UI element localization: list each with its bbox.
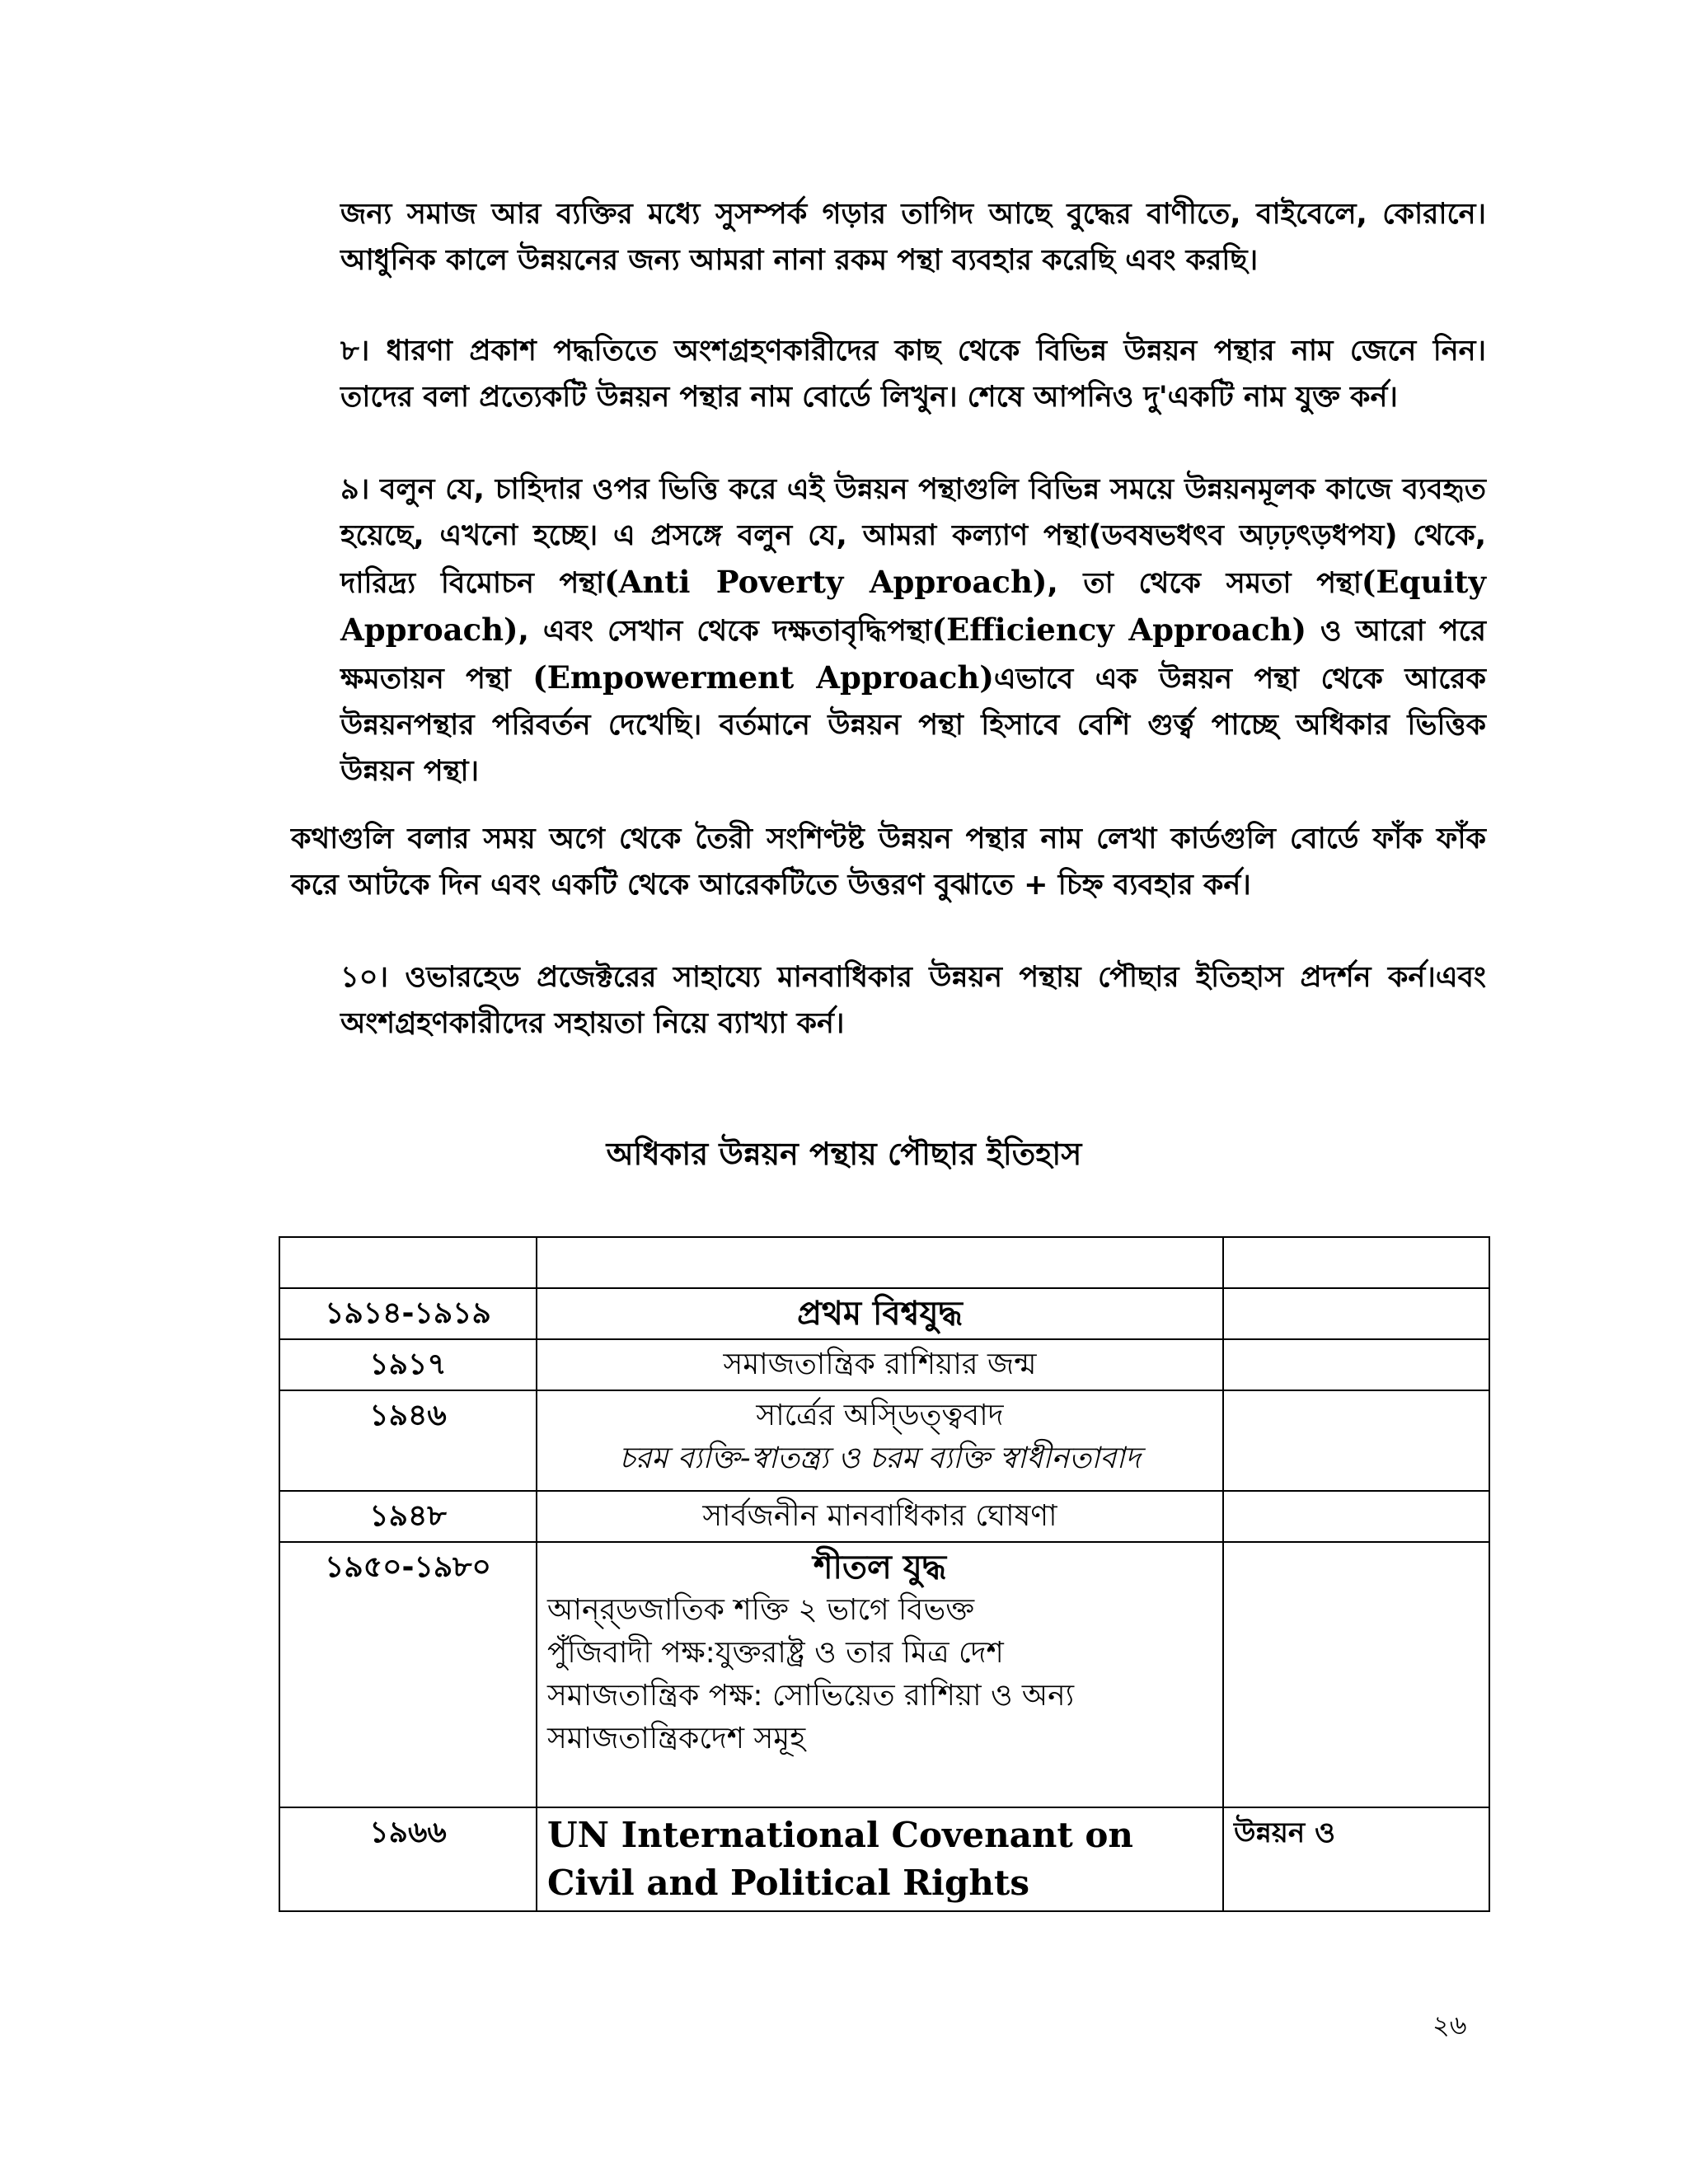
table-row-empty (279, 1237, 1489, 1288)
paragraph-step-9 (340, 466, 1486, 794)
event-line: Civil and Political Rights (547, 1863, 1029, 1903)
note-cell (1223, 1339, 1489, 1390)
step-9-text-a: ৯। বলুন যে, চাহিদার ওপর ভিত্তি করে এই উন্নয়ন পন্থাগুলি বিভিন্ন সময়ে উন্নয়নমূলক কাজে ব্যবহৃত হয়েছে, এখনো হচ্ছে। এ প্রসঙ্গে বলুন যে, আমরা কল্যাণ পন্থা(ডবষভধৎব অঢ়ঢ়ৎড়ধপয) থেকে, দারিদ্র্য বিমোচন পন্থা (340, 473, 1486, 600)
year-cell: ১৯৪৮ (279, 1491, 537, 1542)
step-9-text-e: , এবং সেখান থেকে দক্ষতাবৃদ্ধিপন্থা (518, 615, 932, 648)
event-cell (537, 1807, 1223, 1911)
section-heading: অধিকার উন্নয়ন পন্থায় পৌছার ইতিহাস (606, 1136, 1082, 1172)
paragraph-step-8: ৮। ধারণা প্রকাশ পদ্ধতিতে অংশগ্রহণকারীদের কাছ থেকে বিভিন্ন উন্নয়ন পন্থার নাম জেনে নিন। তাদের বলা প্রত্যেকটি উন্নয়ন পন্থার নাম বোর্ডে লিখুন। শেষে আপনিও দু'একটি নাম যুক্ত কর্ন। (340, 335, 1486, 414)
note-cell (1223, 1542, 1489, 1807)
table-cell (537, 1237, 1223, 1288)
paragraph-step-10: ১০। ওভারহেড প্রজেক্টরের সাহায্যে মানবাধিকার উন্নয়ন পন্থায় পৌছার ইতিহাস প্রদর্শন কর্ন।এবং অংশগ্রহণকারীদের সহায়তা নিয়ে ব্যাখ্যা কর্ন। (340, 961, 1486, 1040)
step-9-text-g: ও আরো পরে ক্ষমতায়ন পন্থা (340, 615, 1486, 696)
table-row (279, 1288, 1489, 1339)
table-row (279, 1491, 1489, 1542)
event-line: সমাজতান্ত্রিকদেশ সমূহ (547, 1722, 806, 1755)
event-cell: প্রথম বিশ্বযুদ্ধ (537, 1288, 1223, 1339)
event-cell (537, 1390, 1223, 1491)
note-cell: উন্নয়ন ও (1223, 1807, 1489, 1911)
step-9-text-i: এভাবে এক উন্নয়ন পন্থা থেকে আরেক উন্নয়নপন্থার পরিবর্তন দেখেছি। বর্তমানে উন্নয়ন পন্থা হিসাবে বেশি গুর্ত্ব পাচ্ছে অধিকার ভিত্তিক উন্নয়ন পন্থা। (340, 663, 1486, 788)
table-cell (1223, 1237, 1489, 1288)
page-number: ২৬ (1432, 2009, 1467, 2041)
note-cell (1223, 1491, 1489, 1542)
event-line: সমাজতান্ত্রিক পক্ষ: সোভিয়েত রাশিয়া ও অন্য (547, 1679, 1075, 1713)
event-line: সার্ত্রের অস্ডিত্ত্ববাদ (756, 1399, 1004, 1432)
note-cell (1223, 1390, 1489, 1491)
paragraph-cards-instruction: কথাগুলি বলার সময় অগে থেকে তৈরী সংশিণ্টষ্ট উন্নয়ন পন্থার নাম লেখা কার্ডগুলি বোর্ডে ফাঁক ফাঁক করে আটকে দিন এবং একটি থেকে আরেকটিতে উত্তরণ বুঝাতে + চিহ্ন ব্যবহার কর্ন। (291, 823, 1486, 902)
event-cell: সার্বজনীন মানবাধিকার ঘোষণা (537, 1491, 1223, 1542)
year-cell: ১৯১৭ (279, 1339, 537, 1390)
event-line: UN International Covenant on (547, 1815, 1133, 1855)
step-9-text-c: , তা থেকে সমতা পন্থা (1047, 567, 1362, 600)
note-cell (1223, 1288, 1489, 1339)
event-line: আন্র্ডজাতিক শক্তি ২ ভাগে বিভক্ত (547, 1593, 975, 1627)
event-subline: চরম ব্যক্তি-স্বাতন্ত্র্য ও চরম ব্যক্তি স্বাধীনতাবাদ (619, 1441, 1141, 1475)
table-row (279, 1390, 1489, 1491)
year-cell: ১৯৪৬ (279, 1390, 537, 1491)
table-row (279, 1542, 1489, 1807)
event-cell (537, 1542, 1223, 1807)
year-cell: ১৯১৪-১৯১৯ (279, 1288, 537, 1339)
year-cell: ১৯৬৬ (279, 1807, 537, 1911)
empowerment-approach: (Empowerment Approach) (532, 659, 994, 696)
paragraph-intro: জন্য সমাজ আর ব্যক্তির মধ্যে সুসম্পর্ক গড়ার তাগিদ আছে বুদ্ধের বাণীতে, বাইবেলে, কোরানে। আধুনিক কালে উন্নয়নের জন্য আমরা নানা রকম পন্থা ব্যবহার করেছি এবং করছি। (340, 198, 1486, 277)
history-table (279, 1236, 1490, 1912)
equity-approach: (Equity Approach) (340, 564, 1486, 648)
year-cell: ১৯৫০-১৯৮০ (279, 1542, 537, 1807)
event-title: শীতল যুদ্ধ (813, 1549, 947, 1586)
table-cell (279, 1237, 537, 1288)
table-row (279, 1339, 1489, 1390)
event-cell: সমাজতান্ত্রিক রাশিয়ার জন্ম (537, 1339, 1223, 1390)
table-row (279, 1807, 1489, 1911)
event-line: পুঁজিবাদী পক্ষ:যুক্তরাষ্ট্র ও তার মিত্র দেশ (547, 1636, 1004, 1670)
anti-poverty-approach: (Anti Poverty Approach) (604, 564, 1048, 600)
efficiency-approach: (Efficiency Approach) (931, 612, 1306, 648)
